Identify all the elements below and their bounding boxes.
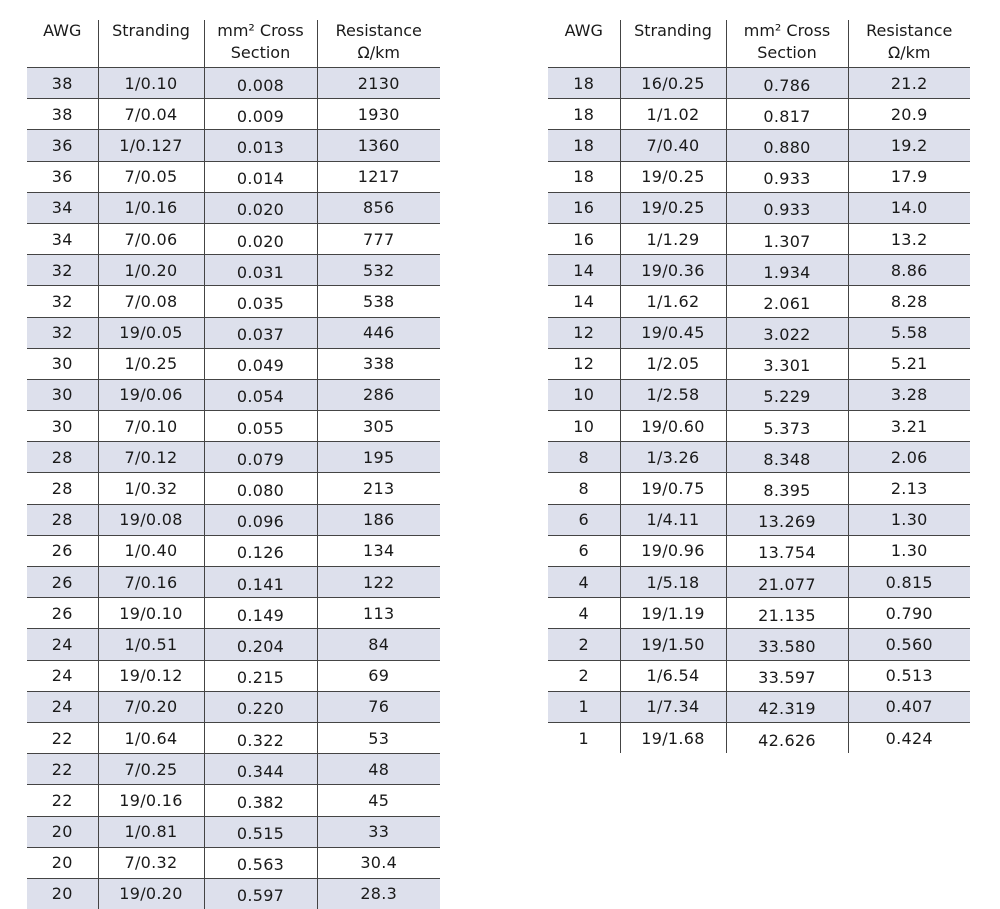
stranding-cell: 1/0.32 — [98, 473, 204, 504]
table-row — [27, 847, 440, 878]
cross-section-cell: 0.220 — [204, 691, 317, 722]
resistance-cell: 69 — [317, 660, 440, 691]
header-cross-line1: mm² Cross — [217, 21, 304, 40]
stranding-cell: 19/0.25 — [620, 161, 726, 192]
table-row — [27, 785, 440, 816]
table-row — [27, 317, 440, 348]
awg-cell: 1 — [548, 691, 620, 722]
cross-section-cell: 0.096 — [204, 504, 317, 535]
resistance-cell: 213 — [317, 473, 440, 504]
resistance-cell: 0.424 — [848, 722, 970, 753]
resistance-cell: 20.9 — [848, 99, 970, 130]
stranding-cell: 1/0.64 — [98, 722, 204, 753]
stranding-cell: 19/1.50 — [620, 629, 726, 660]
header-awg-label: AWG — [43, 21, 81, 40]
resistance-cell: 305 — [317, 411, 440, 442]
table-row — [27, 504, 440, 535]
cross-section-cell: 0.009 — [204, 99, 317, 130]
table-row — [27, 816, 440, 847]
resistance-cell: 28.3 — [317, 878, 440, 909]
table-row — [27, 722, 440, 753]
cross-section-cell: 0.126 — [204, 535, 317, 566]
stranding-cell: 1/2.05 — [620, 348, 726, 379]
stranding-cell: 19/0.12 — [98, 660, 204, 691]
table-row — [27, 535, 440, 566]
resistance-cell: 446 — [317, 317, 440, 348]
table-row — [27, 691, 440, 722]
table-row — [27, 473, 440, 504]
resistance-cell: 2130 — [317, 68, 440, 99]
resistance-cell: 17.9 — [848, 161, 970, 192]
cross-section-cell: 3.022 — [726, 317, 848, 348]
awg-cell: 36 — [27, 130, 98, 161]
cross-section-cell: 1.934 — [726, 255, 848, 286]
table-row — [27, 286, 440, 317]
awg-cell: 26 — [27, 535, 98, 566]
table-row — [27, 161, 440, 192]
stranding-cell: 16/0.25 — [620, 68, 726, 99]
stranding-cell: 19/0.96 — [620, 535, 726, 566]
cross-section-cell: 3.301 — [726, 348, 848, 379]
cross-section-cell: 0.382 — [204, 785, 317, 816]
resistance-cell: 113 — [317, 598, 440, 629]
table-row — [548, 286, 970, 317]
cross-section-cell: 0.515 — [204, 816, 317, 847]
stranding-cell: 7/0.32 — [98, 847, 204, 878]
header-resistance-line2: Ω/km — [888, 43, 930, 62]
stranding-cell: 1/0.25 — [98, 348, 204, 379]
resistance-cell: 3.21 — [848, 411, 970, 442]
awg-cell: 22 — [27, 785, 98, 816]
stranding-cell: 1/4.11 — [620, 504, 726, 535]
cross-section-cell: 0.933 — [726, 161, 848, 192]
cross-section-cell: 0.141 — [204, 567, 317, 598]
resistance-cell: 8.86 — [848, 255, 970, 286]
awg-cell: 4 — [548, 567, 620, 598]
cross-section-cell: 2.061 — [726, 286, 848, 317]
header-cross-section — [204, 20, 317, 68]
header-resistance — [317, 20, 440, 68]
awg-cell: 10 — [548, 411, 620, 442]
resistance-cell: 19.2 — [848, 130, 970, 161]
table-row — [27, 878, 440, 909]
table-row — [27, 130, 440, 161]
stranding-cell: 7/0.04 — [98, 99, 204, 130]
awg-cell: 28 — [27, 473, 98, 504]
cross-section-cell: 0.013 — [204, 130, 317, 161]
resistance-cell: 5.21 — [848, 348, 970, 379]
awg-cell: 2 — [548, 629, 620, 660]
resistance-cell: 195 — [317, 442, 440, 473]
table-row — [548, 473, 970, 504]
awg-cell: 2 — [548, 660, 620, 691]
cross-section-cell: 0.322 — [204, 722, 317, 753]
header-cross-line1: mm² Cross — [744, 21, 831, 40]
resistance-cell: 21.2 — [848, 68, 970, 99]
table-body — [548, 68, 970, 754]
resistance-cell: 532 — [317, 255, 440, 286]
table-row — [548, 691, 970, 722]
cross-section-cell: 0.080 — [204, 473, 317, 504]
table-body — [27, 68, 440, 909]
stranding-cell: 19/0.25 — [620, 192, 726, 223]
resistance-cell: 1.30 — [848, 535, 970, 566]
awg-cell: 18 — [548, 161, 620, 192]
cross-section-cell: 5.229 — [726, 379, 848, 410]
stranding-cell: 7/0.25 — [98, 754, 204, 785]
cross-section-cell: 42.626 — [726, 722, 848, 753]
header-stranding-label: Stranding — [634, 21, 712, 40]
stranding-cell: 7/0.12 — [98, 442, 204, 473]
table-row — [27, 411, 440, 442]
resistance-cell: 2.06 — [848, 442, 970, 473]
table-row — [27, 379, 440, 410]
cross-section-cell: 0.149 — [204, 598, 317, 629]
awg-cell: 34 — [27, 223, 98, 254]
header-awg-label: AWG — [565, 21, 603, 40]
awg-cell: 26 — [27, 567, 98, 598]
cross-section-cell: 0.597 — [204, 878, 317, 909]
awg-cell: 34 — [27, 192, 98, 223]
cross-section-cell: 21.077 — [726, 567, 848, 598]
stranding-cell: 19/0.10 — [98, 598, 204, 629]
stranding-cell: 19/0.60 — [620, 411, 726, 442]
cross-section-cell: 0.014 — [204, 161, 317, 192]
table-row — [27, 442, 440, 473]
resistance-cell: 3.28 — [848, 379, 970, 410]
resistance-cell: 14.0 — [848, 192, 970, 223]
resistance-cell: 0.407 — [848, 691, 970, 722]
resistance-cell: 122 — [317, 567, 440, 598]
awg-cell: 30 — [27, 379, 98, 410]
stranding-cell: 19/0.05 — [98, 317, 204, 348]
awg-cell: 22 — [27, 722, 98, 753]
table-row — [27, 629, 440, 660]
table-row — [548, 348, 970, 379]
stranding-cell: 19/0.08 — [98, 504, 204, 535]
awg-cell: 28 — [27, 504, 98, 535]
header-resistance-line2: Ω/km — [358, 43, 400, 62]
stranding-cell: 1/5.18 — [620, 567, 726, 598]
awg-cell: 6 — [548, 535, 620, 566]
awg-cell: 16 — [548, 192, 620, 223]
cross-section-cell: 5.373 — [726, 411, 848, 442]
table-row — [548, 317, 970, 348]
awg-cell: 12 — [548, 348, 620, 379]
cross-section-cell: 13.269 — [726, 504, 848, 535]
awg-cell: 14 — [548, 255, 620, 286]
cross-section-cell: 0.786 — [726, 68, 848, 99]
awg-cell: 10 — [548, 379, 620, 410]
cross-section-cell: 0.880 — [726, 130, 848, 161]
table-row — [548, 598, 970, 629]
header-stranding — [98, 20, 204, 68]
wire-gauge-table-left — [27, 20, 440, 909]
resistance-cell: 2.13 — [848, 473, 970, 504]
table-header-row — [548, 20, 970, 68]
cross-section-cell: 0.008 — [204, 68, 317, 99]
stranding-cell: 1/1.02 — [620, 99, 726, 130]
resistance-cell: 33 — [317, 816, 440, 847]
cross-section-cell: 1.307 — [726, 223, 848, 254]
awg-cell: 12 — [548, 317, 620, 348]
resistance-cell: 8.28 — [848, 286, 970, 317]
stranding-cell: 1/0.81 — [98, 816, 204, 847]
resistance-cell: 856 — [317, 192, 440, 223]
table-row — [548, 223, 970, 254]
awg-cell: 20 — [27, 847, 98, 878]
stranding-cell: 7/0.05 — [98, 161, 204, 192]
resistance-cell: 0.815 — [848, 567, 970, 598]
resistance-cell: 1930 — [317, 99, 440, 130]
cross-section-cell: 33.580 — [726, 629, 848, 660]
table-row — [548, 161, 970, 192]
cross-section-cell: 0.933 — [726, 192, 848, 223]
cross-section-cell: 0.031 — [204, 255, 317, 286]
resistance-cell: 0.790 — [848, 598, 970, 629]
table-row — [27, 99, 440, 130]
resistance-cell: 338 — [317, 348, 440, 379]
cross-section-cell: 33.597 — [726, 660, 848, 691]
cross-section-cell: 0.020 — [204, 192, 317, 223]
stranding-cell: 7/0.16 — [98, 567, 204, 598]
stranding-cell: 1/0.20 — [98, 255, 204, 286]
table-row — [548, 411, 970, 442]
resistance-cell: 286 — [317, 379, 440, 410]
table-row — [548, 629, 970, 660]
stranding-cell: 19/0.16 — [98, 785, 204, 816]
awg-cell: 32 — [27, 286, 98, 317]
cross-section-cell: 21.135 — [726, 598, 848, 629]
table-row — [27, 754, 440, 785]
stranding-cell: 1/0.127 — [98, 130, 204, 161]
cross-section-cell: 13.754 — [726, 535, 848, 566]
table-row — [548, 504, 970, 535]
cross-section-cell: 0.035 — [204, 286, 317, 317]
table-row — [548, 660, 970, 691]
stranding-cell: 1/0.40 — [98, 535, 204, 566]
awg-cell: 24 — [27, 629, 98, 660]
wire-gauge-table-right — [548, 20, 970, 753]
awg-cell: 32 — [27, 255, 98, 286]
header-awg — [548, 20, 620, 68]
stranding-cell: 19/1.68 — [620, 722, 726, 753]
table-row — [548, 567, 970, 598]
header-resistance-line1: Resistance — [336, 21, 422, 40]
stranding-cell: 7/0.20 — [98, 691, 204, 722]
header-awg — [27, 20, 98, 68]
stranding-cell: 19/0.36 — [620, 255, 726, 286]
awg-cell: 38 — [27, 99, 98, 130]
resistance-cell: 48 — [317, 754, 440, 785]
stranding-cell: 19/0.75 — [620, 473, 726, 504]
stranding-cell: 7/0.08 — [98, 286, 204, 317]
resistance-cell: 777 — [317, 223, 440, 254]
awg-cell: 28 — [27, 442, 98, 473]
stranding-cell: 19/0.45 — [620, 317, 726, 348]
table-header-row — [27, 20, 440, 68]
stranding-cell: 19/1.19 — [620, 598, 726, 629]
awg-cell: 36 — [27, 161, 98, 192]
cross-section-cell: 0.055 — [204, 411, 317, 442]
header-stranding-label: Stranding — [112, 21, 190, 40]
table-row — [27, 660, 440, 691]
cross-section-cell: 0.204 — [204, 629, 317, 660]
cross-section-cell: 42.319 — [726, 691, 848, 722]
resistance-cell: 1217 — [317, 161, 440, 192]
table-row — [27, 598, 440, 629]
awg-cell: 18 — [548, 130, 620, 161]
cross-section-cell: 0.079 — [204, 442, 317, 473]
table-row — [548, 192, 970, 223]
awg-cell: 26 — [27, 598, 98, 629]
table-row — [27, 255, 440, 286]
awg-cell: 8 — [548, 442, 620, 473]
awg-cell: 38 — [27, 68, 98, 99]
cross-section-cell: 0.344 — [204, 754, 317, 785]
table-row — [548, 99, 970, 130]
awg-cell: 1 — [548, 722, 620, 753]
table-row — [27, 68, 440, 99]
header-cross-section — [726, 20, 848, 68]
table-row — [548, 442, 970, 473]
stranding-cell: 19/0.06 — [98, 379, 204, 410]
table-row — [27, 348, 440, 379]
stranding-cell: 1/1.29 — [620, 223, 726, 254]
header-cross-line2: Section — [231, 43, 290, 62]
resistance-cell: 186 — [317, 504, 440, 535]
table-row — [548, 379, 970, 410]
stranding-cell: 1/0.51 — [98, 629, 204, 660]
awg-cell: 4 — [548, 598, 620, 629]
awg-cell: 18 — [548, 68, 620, 99]
awg-cell: 20 — [27, 816, 98, 847]
table-row — [27, 567, 440, 598]
stranding-cell: 7/0.10 — [98, 411, 204, 442]
resistance-cell: 30.4 — [317, 847, 440, 878]
header-resistance — [848, 20, 970, 68]
resistance-cell: 0.513 — [848, 660, 970, 691]
stranding-cell: 19/0.20 — [98, 878, 204, 909]
header-stranding — [620, 20, 726, 68]
resistance-cell: 0.560 — [848, 629, 970, 660]
resistance-cell: 1360 — [317, 130, 440, 161]
resistance-cell: 76 — [317, 691, 440, 722]
table-row — [548, 255, 970, 286]
cross-section-cell: 0.049 — [204, 348, 317, 379]
table-row — [27, 192, 440, 223]
stranding-cell: 1/3.26 — [620, 442, 726, 473]
stranding-cell: 1/6.54 — [620, 660, 726, 691]
stranding-cell: 1/7.34 — [620, 691, 726, 722]
cross-section-cell: 0.817 — [726, 99, 848, 130]
awg-cell: 32 — [27, 317, 98, 348]
awg-cell: 8 — [548, 473, 620, 504]
resistance-cell: 5.58 — [848, 317, 970, 348]
table-row — [548, 535, 970, 566]
cross-section-cell: 0.037 — [204, 317, 317, 348]
table-row — [548, 68, 970, 99]
stranding-cell: 7/0.06 — [98, 223, 204, 254]
table-row — [27, 223, 440, 254]
cross-section-cell: 0.215 — [204, 660, 317, 691]
awg-cell: 24 — [27, 691, 98, 722]
resistance-cell: 134 — [317, 535, 440, 566]
table-row — [548, 722, 970, 753]
header-cross-line2: Section — [757, 43, 816, 62]
resistance-cell: 1.30 — [848, 504, 970, 535]
header-resistance-line1: Resistance — [866, 21, 952, 40]
cross-section-cell: 0.054 — [204, 379, 317, 410]
cross-section-cell: 8.395 — [726, 473, 848, 504]
awg-cell: 22 — [27, 754, 98, 785]
awg-cell: 24 — [27, 660, 98, 691]
resistance-cell: 45 — [317, 785, 440, 816]
table-row — [548, 130, 970, 161]
awg-cell: 18 — [548, 99, 620, 130]
stranding-cell: 1/0.10 — [98, 68, 204, 99]
resistance-cell: 84 — [317, 629, 440, 660]
resistance-cell: 13.2 — [848, 223, 970, 254]
cross-section-cell: 0.563 — [204, 847, 317, 878]
cross-section-cell: 0.020 — [204, 223, 317, 254]
stranding-cell: 1/2.58 — [620, 379, 726, 410]
awg-cell: 20 — [27, 878, 98, 909]
awg-cell: 30 — [27, 348, 98, 379]
resistance-cell: 53 — [317, 722, 440, 753]
awg-cell: 6 — [548, 504, 620, 535]
stranding-cell: 1/1.62 — [620, 286, 726, 317]
awg-cell: 14 — [548, 286, 620, 317]
stranding-cell: 7/0.40 — [620, 130, 726, 161]
awg-cell: 16 — [548, 223, 620, 254]
stranding-cell: 1/0.16 — [98, 192, 204, 223]
awg-cell: 30 — [27, 411, 98, 442]
resistance-cell: 538 — [317, 286, 440, 317]
cross-section-cell: 8.348 — [726, 442, 848, 473]
